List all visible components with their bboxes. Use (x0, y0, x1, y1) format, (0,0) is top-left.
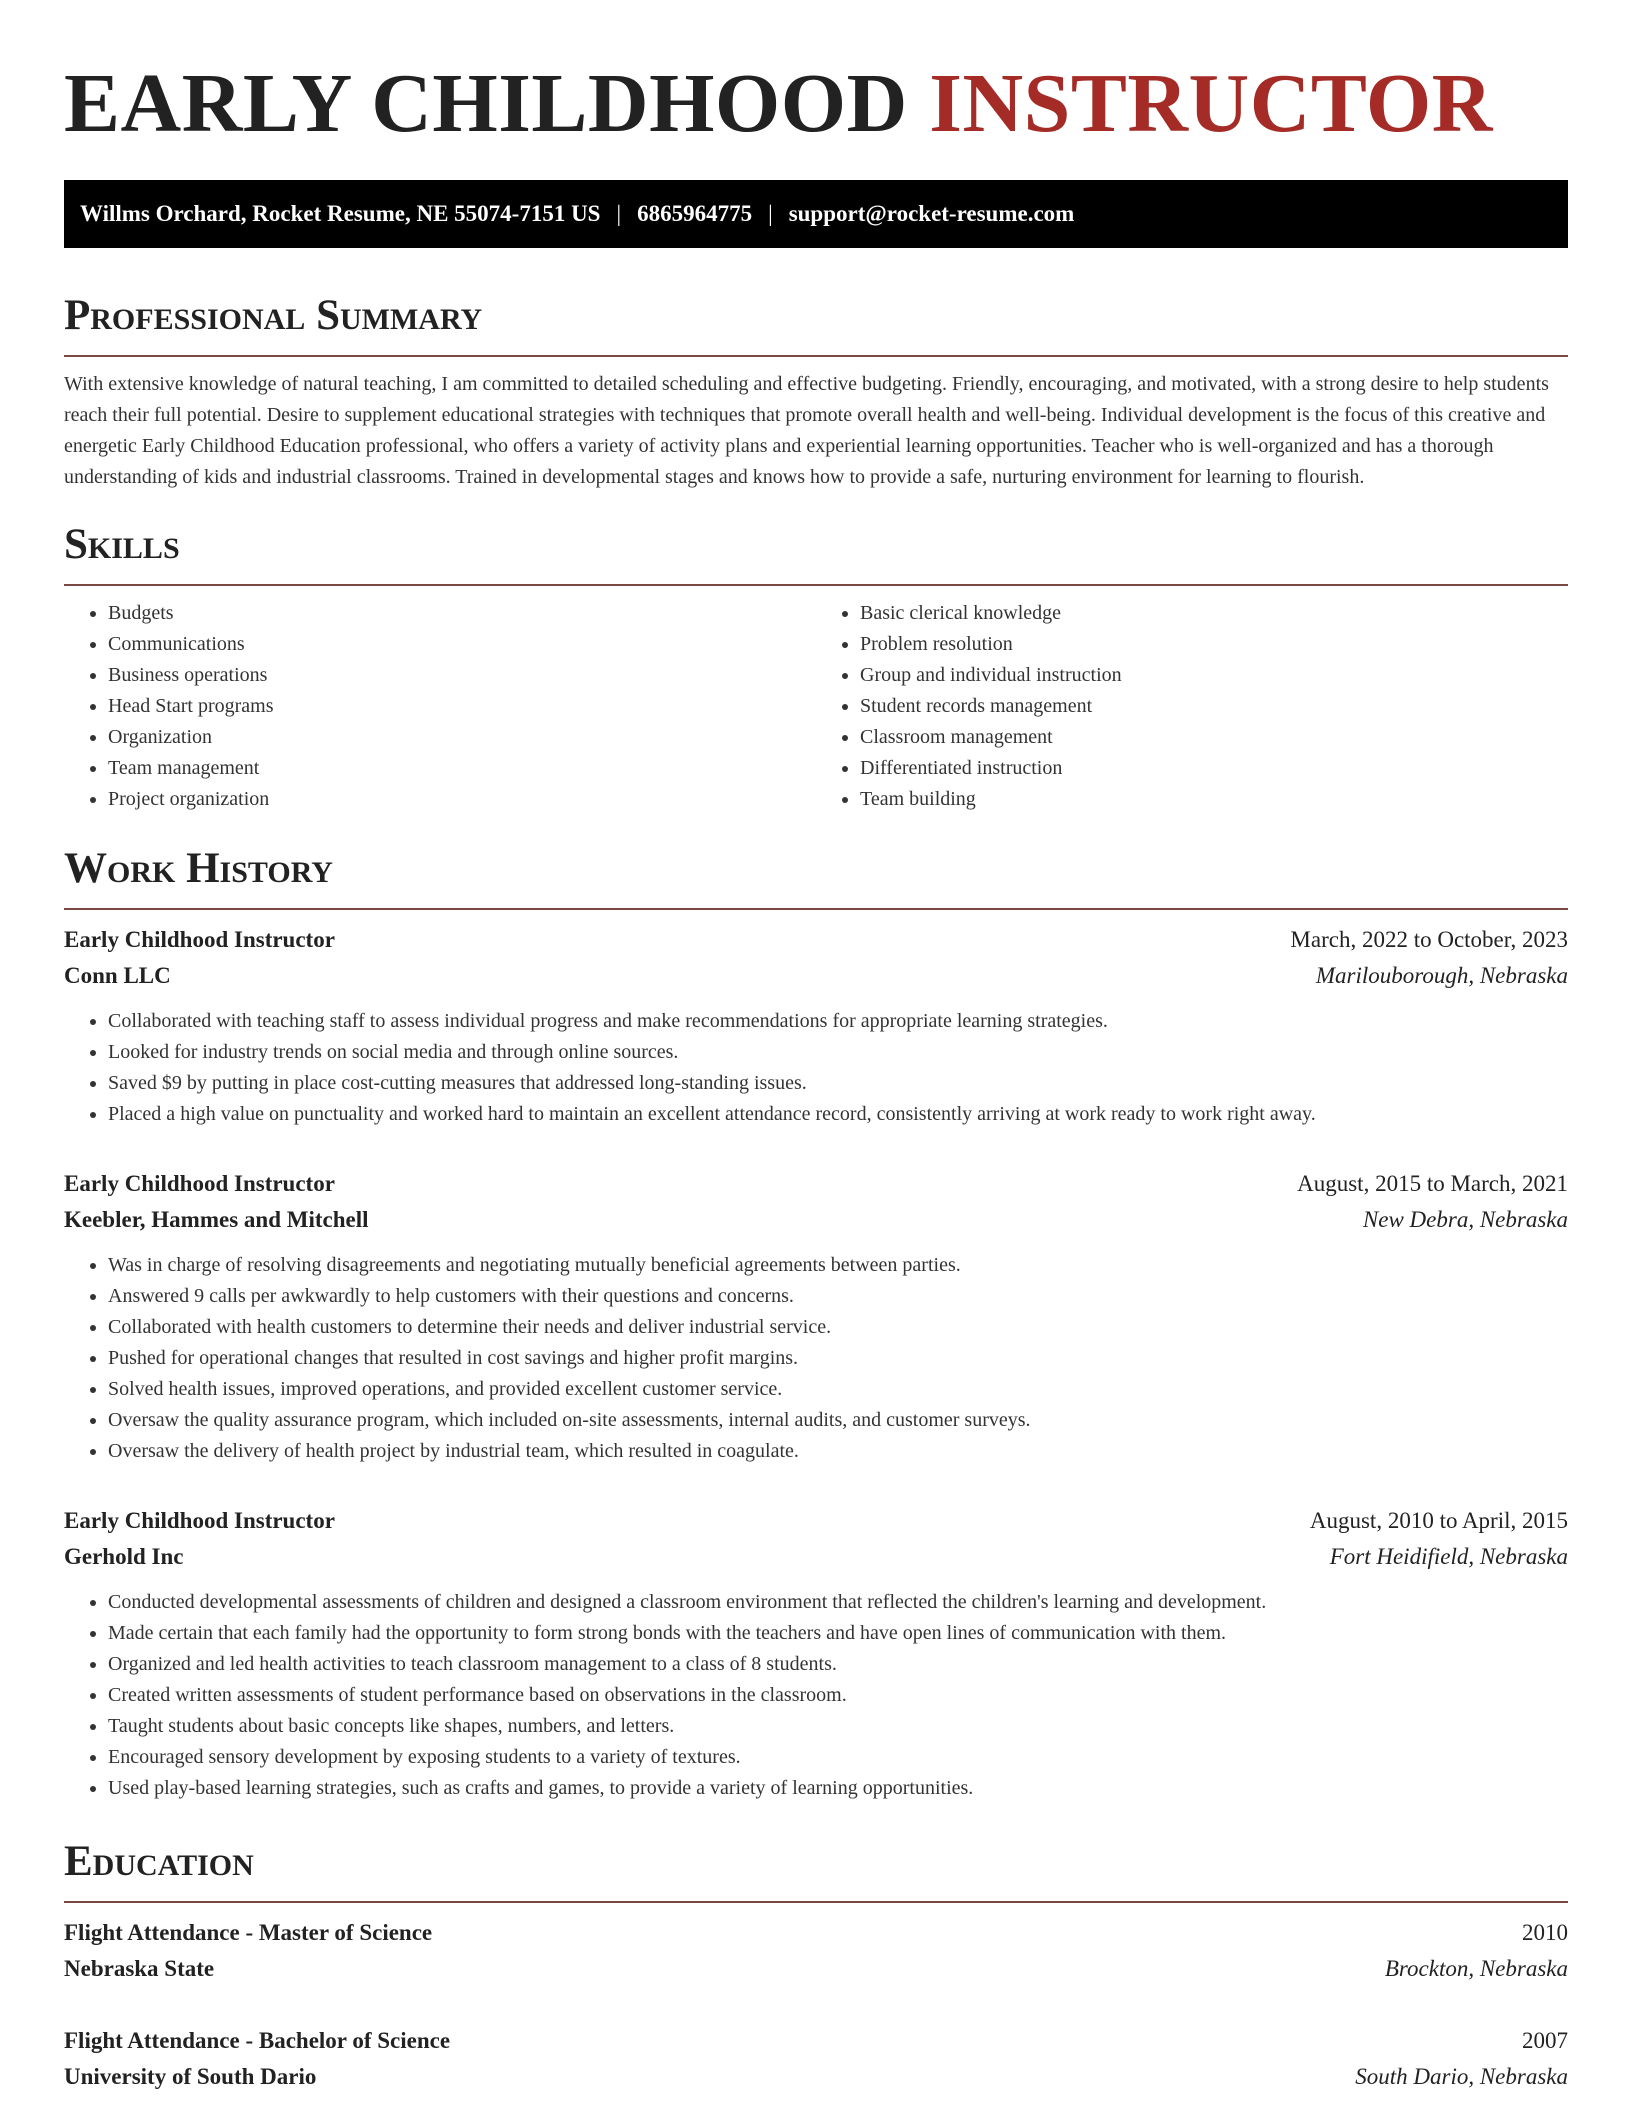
skill-item: • Communications (108, 629, 816, 660)
job-company-row (64, 1539, 1568, 1575)
job-bullets (64, 1587, 1568, 1804)
job-entry (64, 1166, 1568, 1467)
resume-name (64, 0, 1568, 152)
job-bullet: • Conducted developmental assessments of children and designed a classroom environment that reflected the children's learning and development. (108, 1587, 1568, 1618)
section-title-work: Work History (64, 845, 333, 892)
skill-item: • Business operations (108, 660, 816, 691)
job-bullet: • Was in charge of resolving disagreements and negotiating mutually beneficial agreements between parties. (108, 1250, 1568, 1281)
skill-item: • Student records management (860, 691, 1568, 722)
work-entries (64, 922, 1568, 1804)
job-bullet: • Saved $9 by putting in place cost-cutting measures that addressed long-standing issues. (108, 1068, 1568, 1099)
skill-item: • Head Start programs (108, 691, 816, 722)
job-company: Keebler, Hammes and Mitchell (64, 1207, 369, 1232)
job-title: Early Childhood Instructor (64, 927, 335, 952)
summary-text: With extensive knowledge of natural teaching, I am committed to detailed scheduling and effective budgeting. Friendly, encouraging, and motivated, with a strong desire to help students reach their full potential. Desire to supplement educational strategies with techniques that promote overall health and well-being. Individual development is the focus of this creative and energetic Early Childhood Education professional, who offers a variety of activity plans and experiential learning opportunities. Teacher who is well-organized and has a thorough understanding of kids and industrial classrooms. Trained in developmental stages and knows how to provide a safe, nurturing environment for learning to flourish. (64, 373, 1549, 488)
job-dates: March, 2022 to October, 2023 (1290, 927, 1568, 952)
job-bullet: • Answered 9 calls per awkwardly to help customers with their questions and concerns. (108, 1281, 1568, 1312)
job-bullets (64, 1250, 1568, 1467)
job-title: Early Childhood Instructor (64, 1171, 335, 1196)
skill-item: • Differentiated instruction (860, 753, 1568, 784)
skill-item: • Budgets (108, 598, 816, 629)
job-bullet: • Collaborated with health customers to determine their needs and deliver industrial service. (108, 1312, 1568, 1343)
section-title-summary: Professional Summary (64, 292, 483, 339)
education-year: 2007 (1522, 2028, 1568, 2053)
job-bullet: • Created written assessments of student performance based on observations in the classroom. (108, 1680, 1568, 1711)
job-dates: August, 2015 to March, 2021 (1297, 1171, 1568, 1196)
education-degree: Flight Attendance - Master of Science (64, 1920, 433, 1945)
skill-item: • Classroom management (860, 722, 1568, 753)
skills-section (64, 517, 1568, 815)
work-section (64, 841, 1568, 1804)
job-dates: August, 2010 to April, 2015 (1309, 1508, 1568, 1533)
skill-item: • Problem resolution (860, 629, 1568, 660)
job-header-row (64, 1166, 1568, 1202)
section-divider (64, 355, 1568, 357)
education-header-row (64, 2023, 1568, 2059)
skills-columns (64, 598, 1568, 815)
education-section (64, 1834, 1568, 2095)
contact-phone: 6865964775 (637, 201, 753, 226)
job-bullet: • Organized and led health activities to teach classroom management to a class of 8 students. (108, 1649, 1568, 1680)
section-title-education: Education (64, 1838, 254, 1885)
section-divider (64, 1901, 1568, 1903)
education-header-row (64, 1915, 1568, 1951)
skill-item: • Group and individual instruction (860, 660, 1568, 691)
job-bullet: • Oversaw the delivery of health project by industrial team, which resulted in coagulate. (108, 1436, 1568, 1467)
name-main: EARLY CHILDHOOD (64, 57, 908, 150)
section-divider (64, 584, 1568, 586)
job-bullet: • Encouraged sensory development by exposing students to a variety of textures. (108, 1742, 1568, 1773)
job-entry (64, 922, 1568, 1130)
education-year: 2010 (1522, 1920, 1568, 1945)
job-bullet: • Collaborated with teaching staff to assess individual progress and make recommendations for appropriate learning strategies. (108, 1006, 1568, 1037)
job-title: Early Childhood Instructor (64, 1508, 335, 1533)
job-bullet: • Placed a high value on punctuality and worked hard to maintain an excellent attendance record, consistently arriving at work ready to work right away. (108, 1099, 1568, 1130)
education-entries (64, 1915, 1568, 2095)
job-bullet: • Oversaw the quality assurance program, which included on-site assessments, internal audits, and customer surveys. (108, 1405, 1568, 1436)
section-title-skills: Skills (64, 521, 180, 568)
job-bullets (64, 1006, 1568, 1130)
job-header-row (64, 1503, 1568, 1539)
skill-item: • Organization (108, 722, 816, 753)
section-divider (64, 908, 1568, 910)
education-school: University of South Dario (64, 2064, 317, 2089)
job-bullet: • Used play-based learning strategies, such as crafts and games, to provide a variety of learning opportunities. (108, 1773, 1568, 1804)
job-company: Conn LLC (64, 963, 171, 988)
skill-item: • Team building (860, 784, 1568, 815)
contact-separator: | (768, 201, 773, 226)
job-bullet: • Taught students about basic concepts like shapes, numbers, and letters. (108, 1711, 1568, 1742)
job-company: Gerhold Inc (64, 1544, 184, 1569)
contact-address: Willms Orchard, Rocket Resume, NE 55074-7151 US (80, 201, 601, 226)
contact-email: support@rocket-resume.com (788, 201, 1075, 226)
education-school: Nebraska State (64, 1956, 215, 1981)
education-school-row (64, 2059, 1568, 2095)
skill-item: • Team management (108, 753, 816, 784)
education-location: South Dario, Nebraska (1355, 2064, 1568, 2089)
education-degree: Flight Attendance - Bachelor of Science (64, 2028, 451, 2053)
name-accent: INSTRUCTOR (929, 57, 1493, 150)
education-school-row (64, 1951, 1568, 1987)
job-company-row (64, 1202, 1568, 1238)
summary-section (64, 288, 1568, 493)
job-header-row (64, 922, 1568, 958)
job-location: Marilouborough, Nebraska (1315, 963, 1568, 988)
job-bullet: • Pushed for operational changes that resulted in cost savings and higher profit margins. (108, 1343, 1568, 1374)
contact-separator: | (616, 201, 622, 226)
contact-bar (64, 180, 1568, 248)
skill-item: • Project organization (108, 784, 816, 815)
job-company-row (64, 958, 1568, 994)
skills-list-right (816, 598, 1568, 815)
skill-item: • Basic clerical knowledge (860, 598, 1568, 629)
education-location: Brockton, Nebraska (1384, 1956, 1568, 1981)
job-location: New Debra, Nebraska (1362, 1207, 1568, 1232)
education-entry (64, 2023, 1568, 2095)
job-bullet: • Solved health issues, improved operations, and provided excellent customer service. (108, 1374, 1568, 1405)
skills-list-left (64, 598, 816, 815)
job-location: Fort Heidifield, Nebraska (1329, 1544, 1568, 1569)
job-bullet: • Made certain that each family had the opportunity to form strong bonds with the teachers and have open lines of communication with them. (108, 1618, 1568, 1649)
education-entry (64, 1915, 1568, 1987)
job-entry (64, 1503, 1568, 1804)
job-bullet: • Looked for industry trends on social media and through online sources. (108, 1037, 1568, 1068)
